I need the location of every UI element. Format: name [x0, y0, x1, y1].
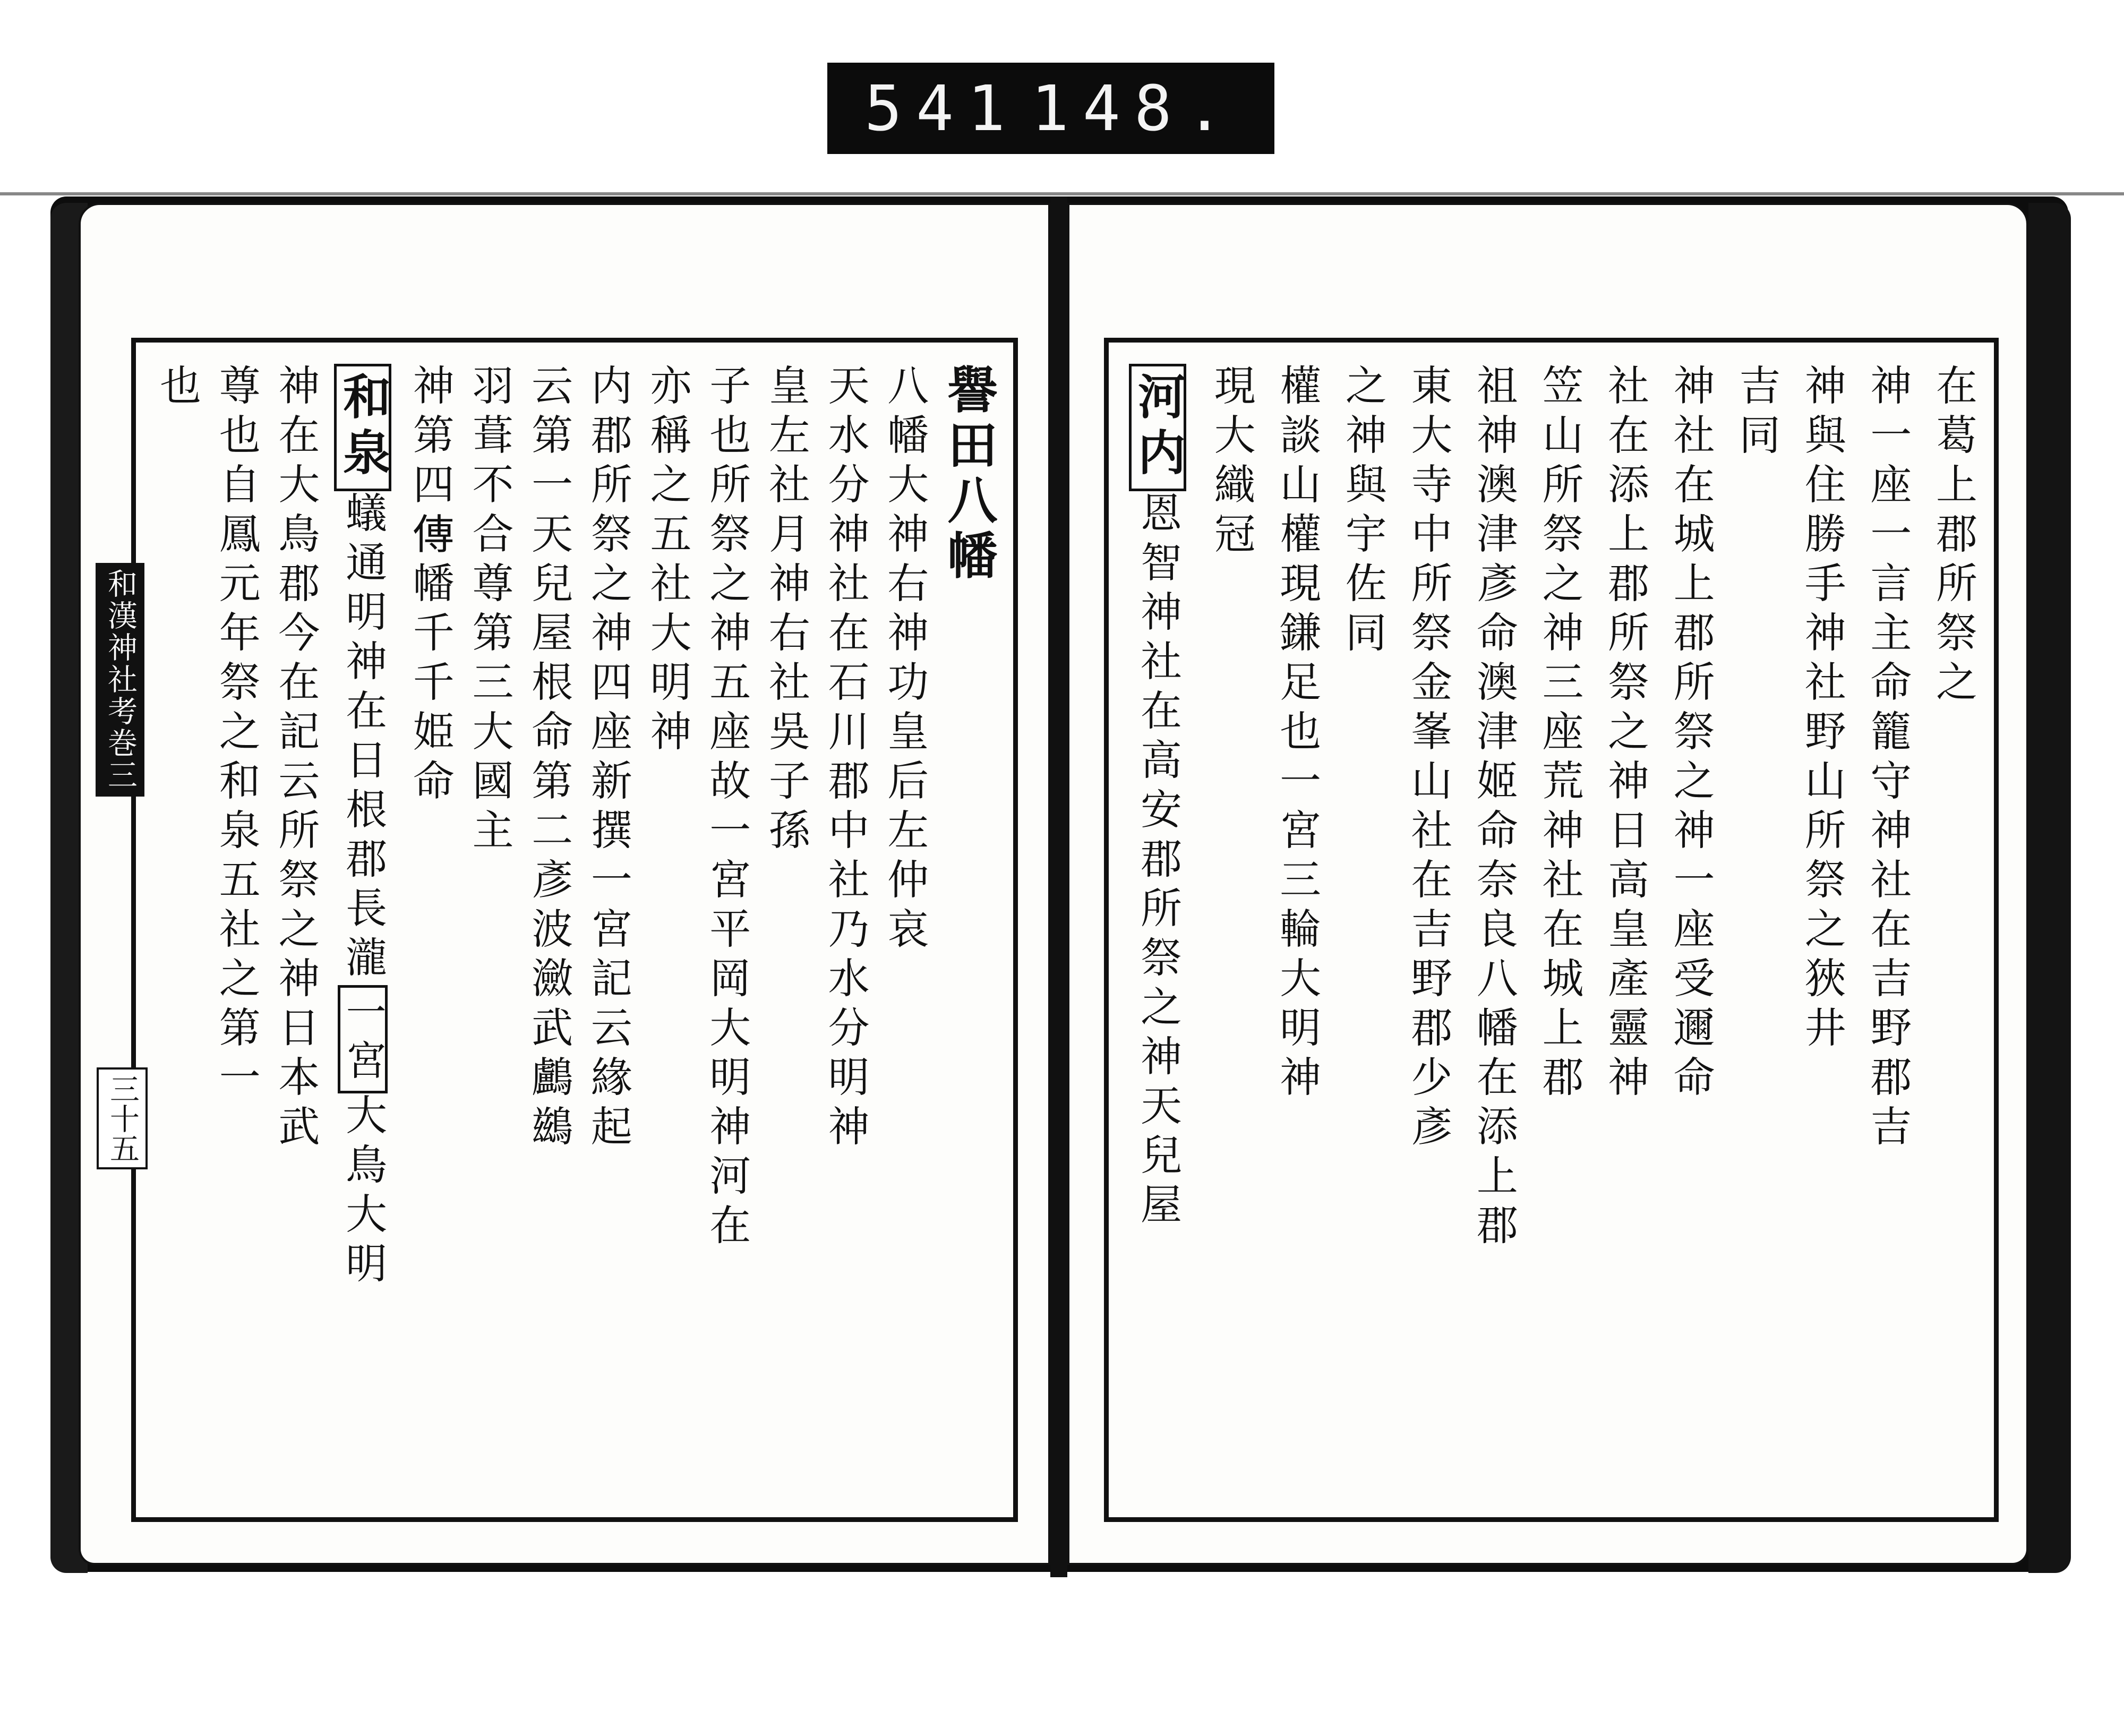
left-columns — [153, 364, 997, 1496]
catalog-label — [827, 63, 1274, 154]
left_page-column: 八幡大神右神功皇后左仲哀 — [880, 364, 929, 956]
left_page-column: 云第一天兒屋根命第二彥波瀲武鸕鷀 — [525, 364, 573, 1154]
right-columns — [1129, 364, 1977, 1496]
left_page-column: 皇左社月神右社吳子孫 — [761, 364, 810, 858]
folio-number: 三十五 — [97, 1067, 148, 1169]
province-box: 河内 — [1129, 364, 1186, 491]
right_page-column: 河内恩智神社在高安郡所祭之神天兒屋 — [1129, 364, 1186, 1496]
left_page-column: 亦稱之五社大明神 — [643, 364, 691, 759]
left_page-column: 天水分神社在石川郡中社乃水分明神 — [821, 364, 869, 1154]
left_page-column: 譽田八幡 — [938, 364, 997, 585]
right_page-column: 吉同 — [1732, 364, 1780, 463]
left-page — [79, 203, 1050, 1565]
scan-divider — [0, 192, 2124, 195]
right_page-column: 神社在城上郡所祭之神一座受邇命 — [1666, 364, 1715, 1105]
catalog-number-left: 541 — [864, 72, 1020, 145]
left_page-column: 尊也自鳳元年祭之和泉五社之第一 — [212, 364, 260, 1105]
right_page-column: 之神與宇佐同 — [1338, 364, 1386, 660]
left_page-column: 内郡所祭之神四座新撰一宮記云緣起 — [584, 364, 632, 1154]
right_page-column: 神與住勝手神社野山所祭之狹井 — [1797, 364, 1846, 1055]
left_page-column: 也 — [153, 364, 201, 413]
right_page-column: 現大織冠 — [1207, 364, 1255, 561]
right_page-column: 社在添上郡所祭之神日高皇產靈神 — [1601, 364, 1649, 1105]
right_page-column: 東大寺中所祭金峯山社在吉野郡少彥 — [1404, 364, 1452, 1154]
right_page-column: 神一座一言主命籠守神社在吉野郡吉 — [1863, 364, 1912, 1154]
right_page-column: 祖神澳津彥命澳津姬命奈良八幡在添上郡 — [1469, 364, 1518, 1253]
right-page — [1067, 203, 2028, 1565]
right_page-column: 權談山權現鎌足也一宮三輪大明神 — [1273, 364, 1321, 1105]
left-text-frame — [131, 338, 1018, 1522]
spine-title: 和漢神社考巻三 — [96, 563, 144, 797]
left_page-column: 神在大鳥郡今在記云所祭之神日本武 — [271, 364, 320, 1154]
left_page-column: 羽葺不合尊第三大國主 — [465, 364, 513, 858]
right_page-column: 在葛上郡所祭之 — [1929, 364, 1977, 709]
right-text-frame — [1104, 338, 1999, 1522]
catalog-number-right: 148. — [1031, 72, 1237, 145]
left_page-column: 子也所祭之神五座故一宮平岡大明神河在 — [703, 364, 751, 1253]
left_page-column: 神第四𫝊幡千千姫命 — [406, 364, 454, 808]
ichinomiya-box: 一宮 — [338, 985, 388, 1093]
province-box: 和泉 — [334, 364, 391, 491]
right_page-column: 笠山所祭之神三座荒神社在城上郡 — [1535, 364, 1583, 1105]
book-gutter — [1050, 196, 1067, 1577]
book-edge-right — [2028, 203, 2071, 1573]
left_page-column: 和泉蟻通明神在日根郡長瀧一宮大鳥大明 — [334, 364, 391, 1496]
